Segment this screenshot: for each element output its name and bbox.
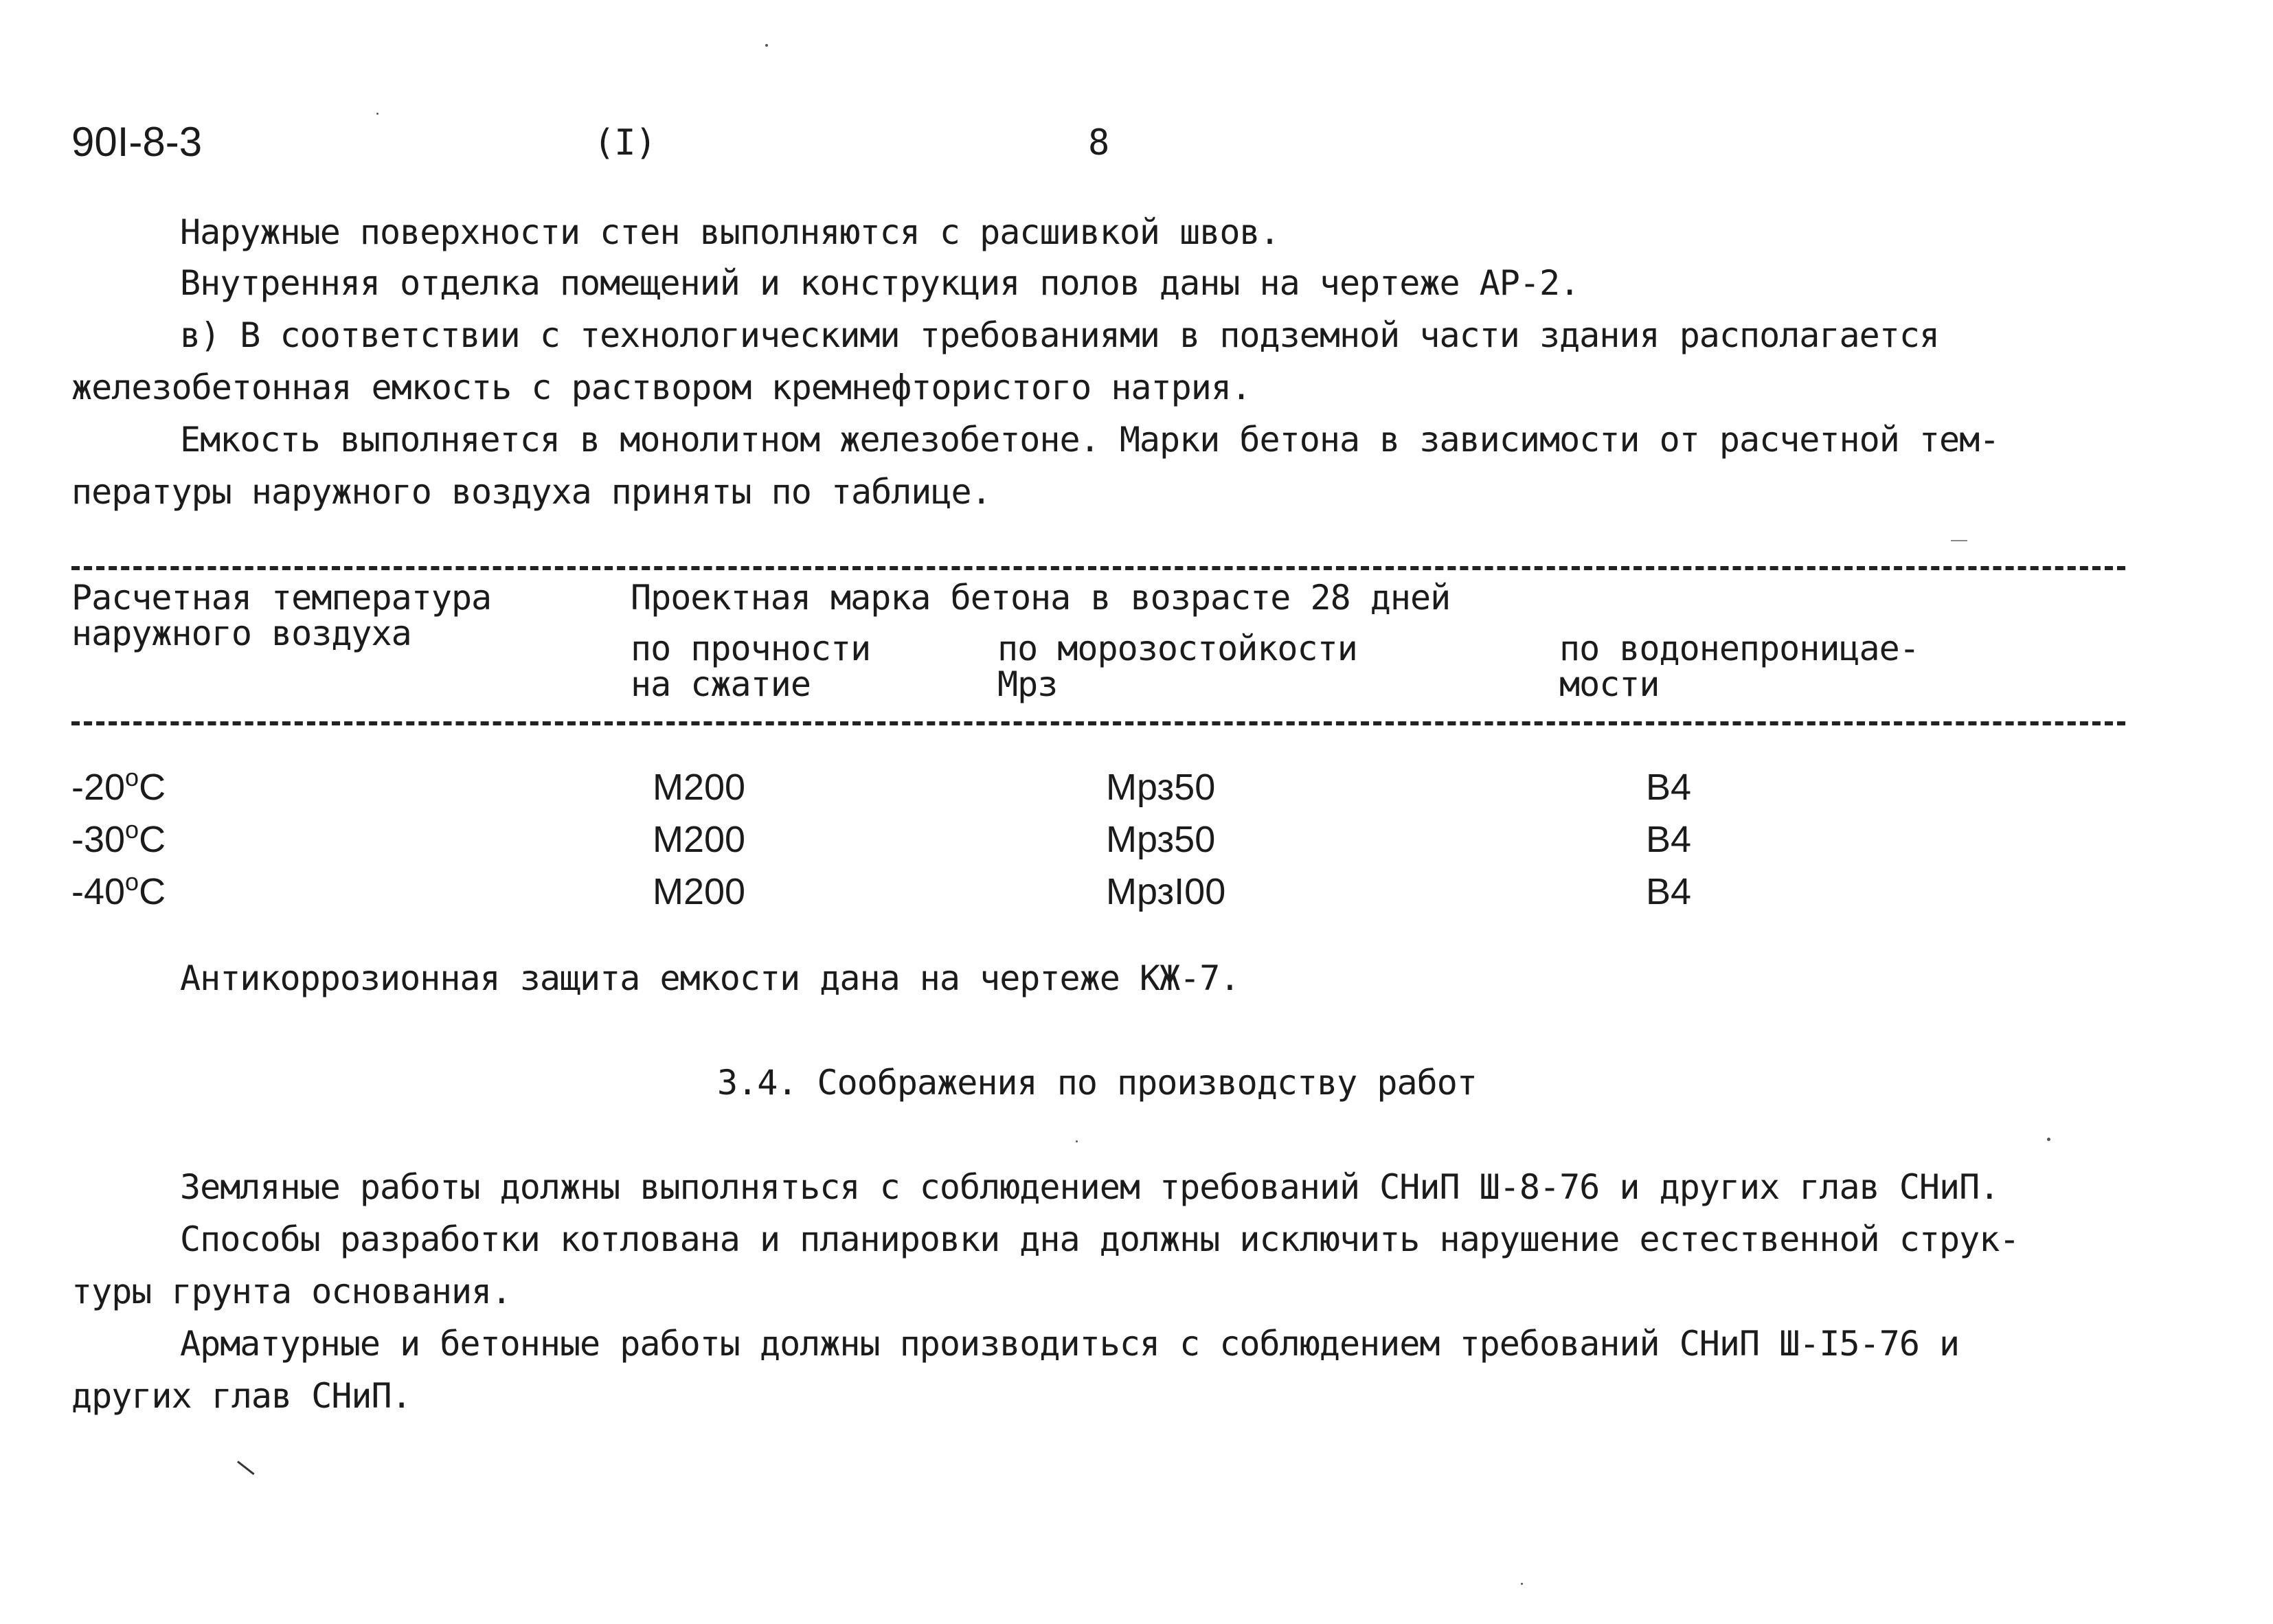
table-header-strength-line1: по прочности [631,629,871,668]
paragraph-concrete-line1: Емкость выполняется в монолитном железобетоне. Марки бетона в зависимости от расчетной тем- [180,420,2000,460]
paragraph-reinforcement-line1: Арматурные и бетонные работы должны производиться с соблюдением требований СНиП Ш-I5-76 и [180,1324,1960,1364]
table-group-header: Проектная марка бетона в возрасте 28 дней [631,578,1451,618]
table-cell-water: В4 [1646,871,1692,912]
table-cell-temperature: -20$^o$C [71,763,166,808]
scan-speck [765,44,768,47]
table-cell-strength: М200 [653,767,746,808]
paragraph-tank-line2: железобетонная емкость с раствором кремнефтористого натрия. [71,368,1252,407]
table-cell-frost: Мрз50 [1106,767,1216,808]
scan-speck [376,113,378,115]
paragraph-tank-line1: в) В соответствии с технологическими требованиями в подземной части здания располагается [180,315,1940,355]
paragraph-excavation-line2: туры грунта основания. [71,1272,512,1311]
scan-speck [2047,1138,2050,1141]
table-header-temperature-line1: Расчетная температура [71,578,492,618]
table-cell-water: В4 [1646,767,1692,808]
table-cell-frost: Мрз50 [1106,819,1216,860]
table-header-temperature-line2: наружного воздуха [71,613,411,653]
table-header-water-line1: по водонепроницае- [1559,629,1919,668]
paragraph-interior-finish: Внутренняя отделка помещений и конструкция полов даны на чертеже АР-2. [180,263,1580,303]
table-header-frost-line2: Мрз [997,664,1058,704]
table-header-frost-line1: по морозостойкости [997,629,1357,668]
table-cell-temperature: -40$^o$C [71,868,166,912]
table-header-strength-line2: на сжатие [631,664,811,704]
scan-speck [1521,1583,1523,1585]
table-header-water-line2: мости [1559,664,1660,704]
table-header-rule [71,721,2125,725]
table-cell-frost: МрзI00 [1106,871,1226,912]
paragraph-excavation-line1: Способы разработки котлована и планировки дна должны исключить нарушение естественной струк- [180,1219,2020,1259]
table-cell-strength: М200 [653,871,746,912]
page-number: 8 [1088,122,1109,163]
table-cell-temperature: -30$^o$C [71,815,166,860]
paragraph-outer-walls: Наружные поверхности стен выполняются с расшивкой швов. [180,212,1280,252]
scan-speck [1076,1140,1078,1142]
scan-stroke [237,1461,254,1475]
paragraph-earthworks: Земляные работы должны выполняться с соблюдением требований СНиП Ш-8-76 и других глав СНиП. [180,1167,2000,1207]
table-cell-strength: М200 [653,819,746,860]
document-part: (I) [593,122,656,163]
paragraph-anticorrosion: Антикоррозионная защита емкости дана на чертеже КЖ-7. [180,958,1240,998]
paragraph-concrete-line2: пературы наружного воздуха приняты по таблице. [71,472,991,512]
table-cell-water: В4 [1646,819,1692,860]
scan-mark [1951,540,1967,541]
paragraph-reinforcement-line2: других глав СНиП. [71,1376,411,1416]
table-top-rule [71,566,2125,570]
section-title: 3.4. Соображения по производству работ [717,1063,1477,1103]
document-code: 90I-8-3 [71,119,203,165]
